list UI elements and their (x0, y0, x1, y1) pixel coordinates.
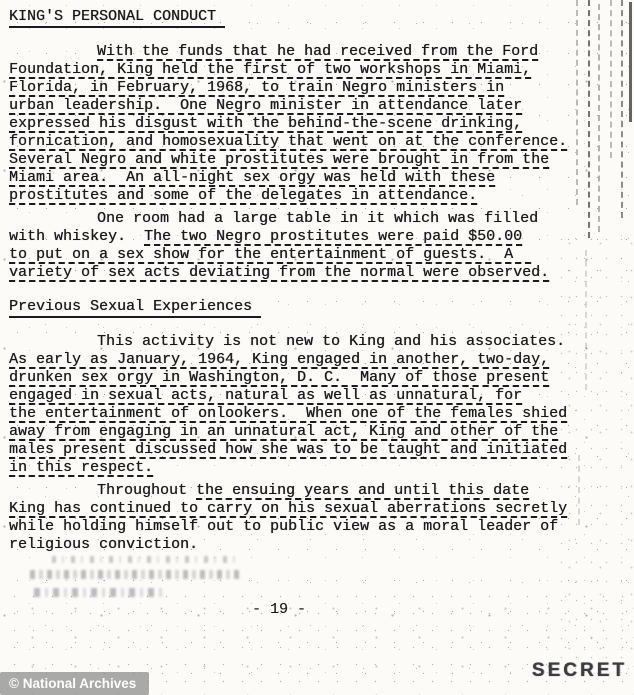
text-run: males present discussed how she was to be taught and initiated (9, 441, 568, 458)
scan-streak (629, 2, 632, 122)
scan-streak (621, 0, 623, 218)
text-line (9, 169, 614, 187)
paragraph (9, 333, 614, 477)
text-line (9, 405, 614, 423)
text-line (9, 187, 614, 205)
text-line (9, 228, 614, 246)
text-line (9, 43, 614, 61)
text-line (9, 115, 614, 133)
text-run: religious conviction. (9, 536, 199, 553)
text-line (9, 246, 614, 264)
secret-classification-stamp: SECRET (531, 659, 627, 682)
paragraph (9, 482, 614, 554)
text-line (9, 333, 614, 351)
text-run: One room had a large table in it which was filled (97, 210, 539, 227)
paragraph (9, 43, 614, 205)
text-run: KING'S PERSONAL CONDUCT (9, 8, 225, 28)
text-run: The two Negro prostitutes were paid $50.00 (144, 228, 523, 245)
text-run: in this respect. (9, 459, 154, 476)
text-run: to put on a sex show for the entertainment of guests. A (9, 246, 532, 263)
section-heading (9, 298, 614, 316)
text-line (9, 369, 614, 387)
text-line (9, 518, 614, 536)
text-line (9, 536, 614, 554)
text-run: while holding himself out to public view as a moral leader of (9, 518, 559, 535)
section-heading (9, 8, 614, 26)
text-run: expressed his disgust with the behind-the-scene drinking, (9, 115, 523, 132)
pencil-smudge (34, 588, 162, 597)
text-line (9, 97, 614, 115)
document-text (9, 8, 614, 554)
text-run: This activity is not new to King and his associates. (97, 333, 566, 350)
text-line (9, 423, 614, 441)
text-run: Previous Sexual Experiences (9, 298, 261, 318)
text-line (9, 264, 614, 282)
text-line (9, 79, 614, 97)
text-line (9, 298, 614, 316)
text-line (9, 61, 614, 79)
text-run: with whiskey. (9, 228, 145, 245)
text-line (9, 441, 614, 459)
text-run: With the funds that he had received from the Ford (97, 43, 539, 60)
pencil-smudge (52, 556, 242, 563)
text-line (9, 151, 614, 169)
text-run: the entertainment of onlookers. When one of the females shied (9, 405, 568, 422)
text-run: urban leadership. One Negro minister in attendance later (9, 97, 523, 114)
national-archives-watermark: © National Archives (0, 672, 149, 695)
text-line (9, 482, 614, 500)
text-line (9, 387, 614, 405)
text-run: away from engaging in an unnatural act, King and other of the (9, 423, 559, 440)
text-run: drunken sex orgy in Washington, D. C. Many of those present (9, 369, 550, 386)
text-run: fornication, and homosexuality that went on at the conference. (9, 133, 568, 150)
text-line (9, 210, 614, 228)
text-line (9, 459, 614, 477)
text-run: Miami area. An all-night sex orgy was held with these (9, 169, 496, 186)
text-run: the ensuing years and until this date (196, 482, 530, 499)
text-run: Throughout (97, 482, 197, 499)
text-line (9, 133, 614, 151)
text-run: Several Negro and white prostitutes were brought in from the (9, 151, 550, 168)
text-line (9, 351, 614, 369)
text-run: prostitutes and some of the delegates in attendance. (9, 187, 478, 204)
text-run: As early as January, 1964, King engaged in another, two-day, (9, 351, 550, 368)
text-line (9, 8, 614, 26)
page-number: - 19 - (252, 601, 307, 618)
text-line (9, 500, 614, 518)
pencil-smudge (30, 570, 240, 579)
text-run: Florida, in February, 1968, to train Negro ministers in (9, 79, 505, 96)
text-run: Foundation, King held the first of two workshops in Miami, (9, 61, 532, 78)
text-run: engaged in sexual acts, natural as well as unnatural, for (9, 387, 523, 404)
text-run: King has continued to carry on his sexual aberrations secretly (9, 500, 568, 517)
paragraph (9, 210, 614, 282)
text-run: variety of sex acts deviating from the normal were observed. (9, 264, 550, 281)
